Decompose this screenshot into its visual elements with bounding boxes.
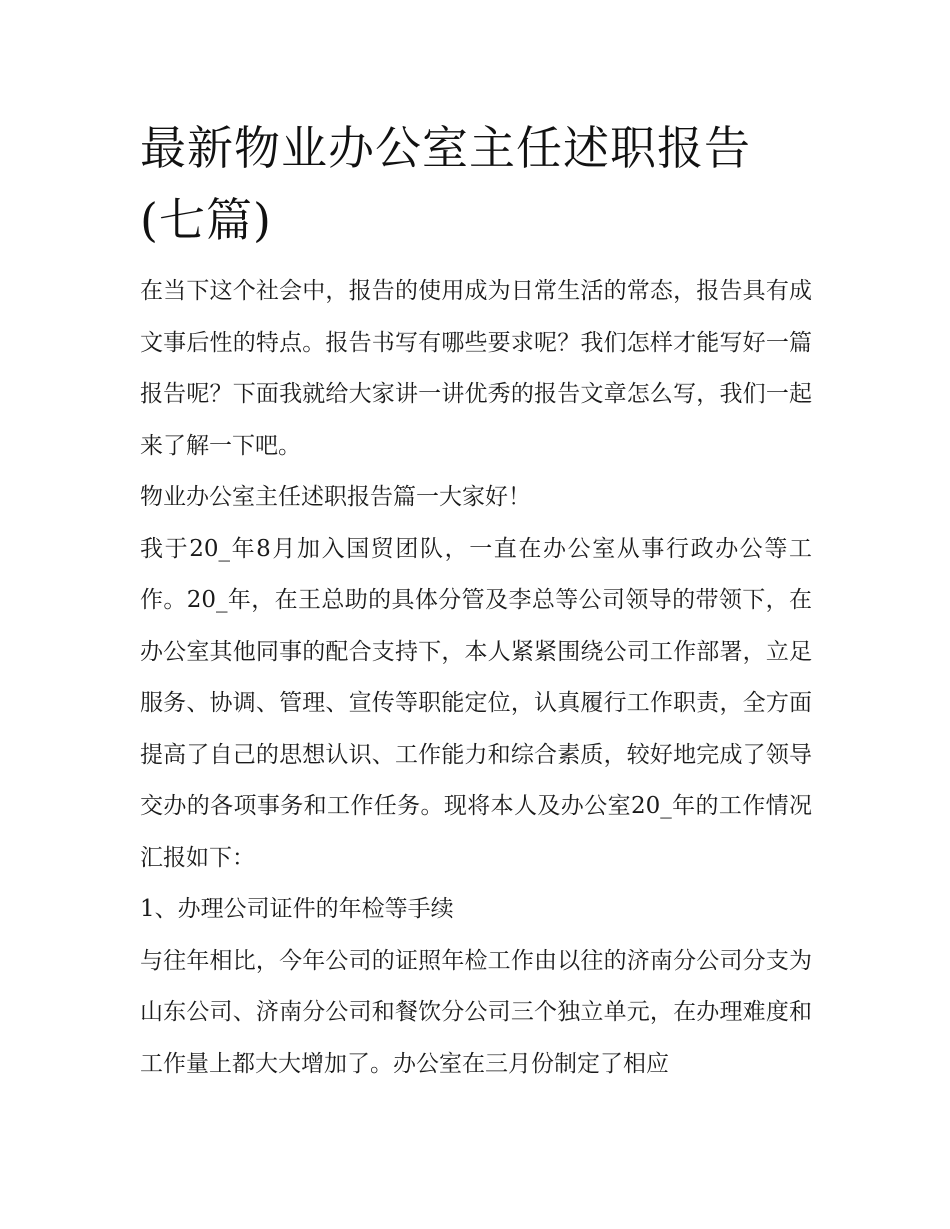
document-body: [140, 266, 812, 1090]
body-paragraph: 我于20_年8月加入国贸团队，一直在办公室从事行政办公等工作。20_年，在王总助的具体分管及李总等公司领导的带领下，在办公室其他同事的配合支持下，本人紧紧围绕公司工作部署，立足服务、协调、管理、宣传等职能定位，认真履行工作职责，全方面提高了自己的思想认识、工作能力和综合素质，较好地完成了领导交办的各项事务和工作任务。现将本人及办公室20_年的工作情况汇报如下：: [140, 535, 812, 871]
section-heading-greeting: 物业办公室主任述职报告篇一大家好！: [140, 484, 531, 510]
numbered-item-heading: 1、办理公司证件的年检等手续: [140, 896, 454, 922]
body-paragraph: 与往年相比，今年公司的证照年检工作由以往的济南分公司分支为山东公司、济南分公司和餐饮分公司三个独立单元，在办理难度和工作量上都大大增加了。办公室在三月份制定了相应: [140, 947, 812, 1077]
document-title: 最新物业办公室主任述职报告(七篇): [140, 121, 751, 247]
document-page: [140, 112, 812, 1090]
intro-paragraph: 在当下这个社会中，报告的使用成为日常生活的常态，报告具有成文事后性的特点。报告书写有哪些要求呢？我们怎样才能写好一篇报告呢？下面我就给大家讲一讲优秀的报告文章怎么写，我们一起来了解一下吧。: [140, 278, 812, 459]
